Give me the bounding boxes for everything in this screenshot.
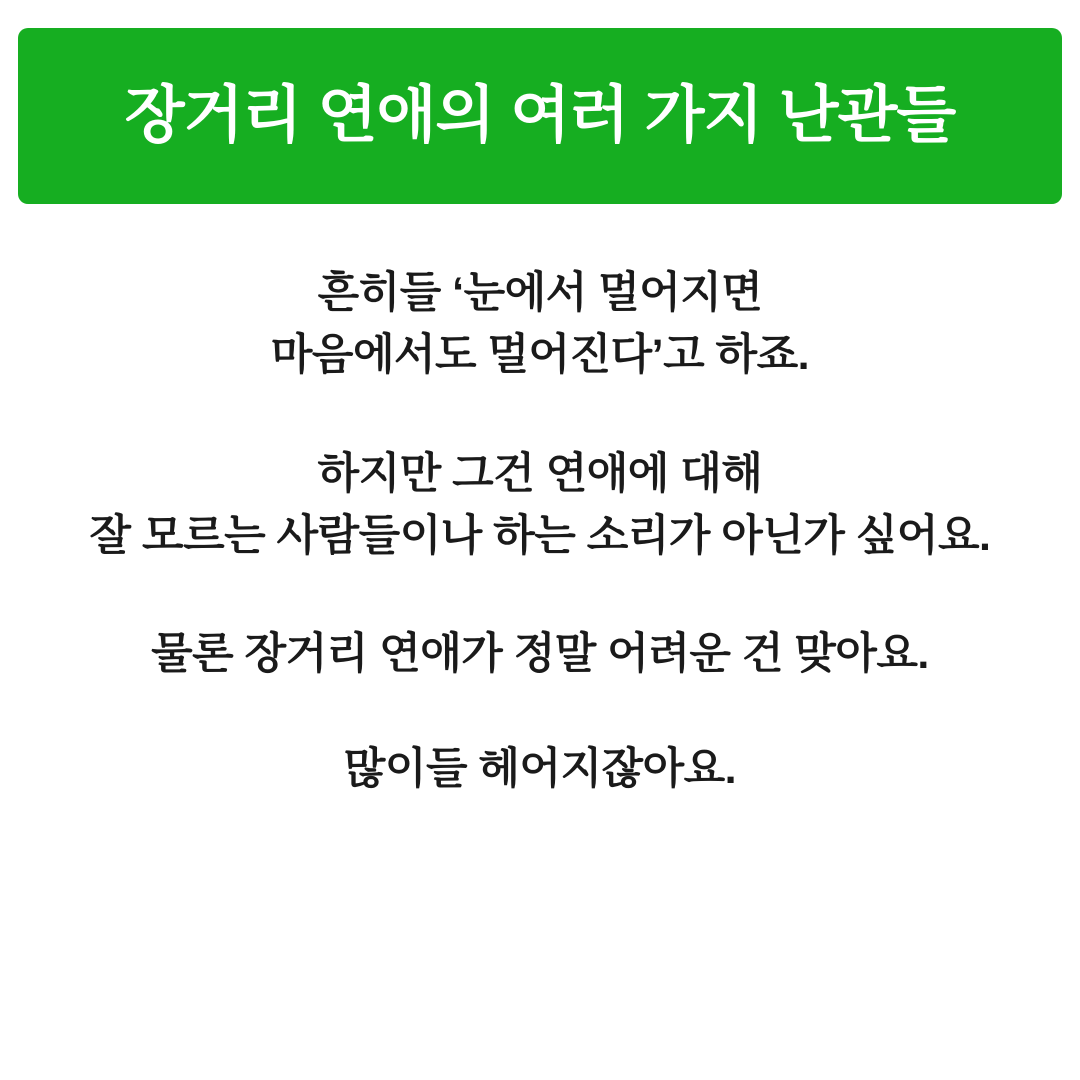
paragraph-2-line-2: 잘 모르는 사람들이나 하는 소리가 아닌가 싶어요. — [89, 512, 991, 561]
page-title: 장거리 연애의 여러 가지 난관들 — [124, 80, 956, 150]
paragraph-spacer-1 — [0, 387, 1080, 443]
title-banner — [18, 28, 1062, 204]
paragraph-2 — [0, 443, 1080, 568]
paragraph-3 — [0, 623, 1080, 685]
paragraph-1-line-1: 흔히들 ‘눈에서 멀어지면 — [317, 269, 763, 317]
paragraph-1-line-2: 마음에서도 멀어진다’고 하죠. — [270, 331, 810, 380]
paragraph-3-line-1: 물론 장거리 연애가 정말 어려운 건 맞아요. — [151, 630, 929, 679]
body-text-block — [0, 262, 1080, 800]
paragraph-spacer-3 — [0, 686, 1080, 738]
paragraph-4-line-1: 많이들 헤어지잖아요. — [343, 744, 737, 793]
paragraph-4 — [0, 738, 1080, 800]
paragraph-spacer-2 — [0, 567, 1080, 623]
paragraph-2-line-1: 하지만 그건 연애에 대해 — [317, 449, 763, 498]
paragraph-1 — [0, 262, 1080, 387]
